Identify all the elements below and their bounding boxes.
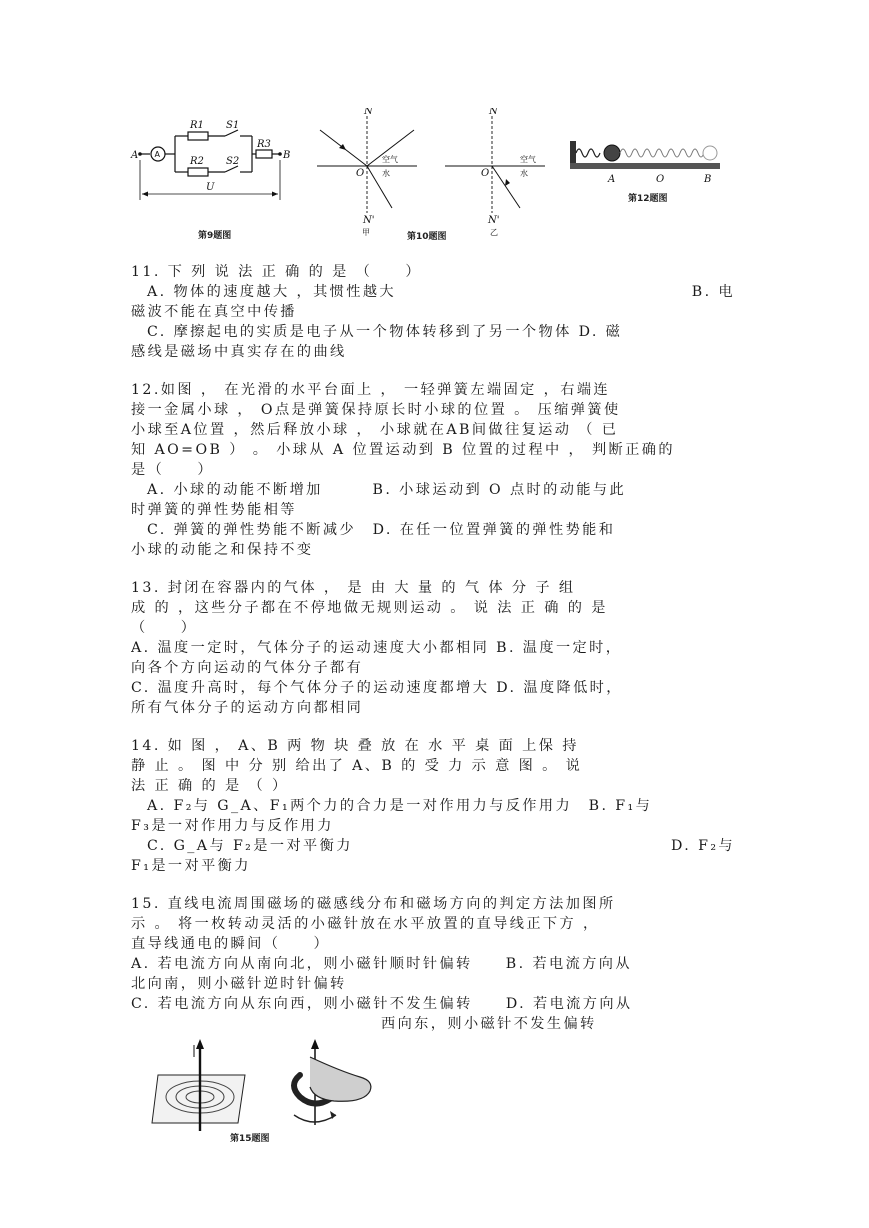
svg-text:O: O <box>356 168 365 179</box>
question-15 <box>131 894 735 1034</box>
option-c-d: C. 若电流方向从东向西，则小磁针不发生偏转 D. 若电流方向从 <box>131 996 633 1012</box>
figure-9-circuit <box>130 110 290 245</box>
figure-12-caption: 第12题图 <box>628 194 668 204</box>
option-a-b: A. 若电流方向从南向北，则小磁针顺时针偏转 B. 若电流方向从 <box>131 956 632 972</box>
option-a-b: A. F₂与 G_A、F₁两个力的合力是一对作用力与反作用力 B. F₁与 <box>147 798 653 814</box>
question-stem: 法 正 确 的 是 （ ） <box>131 778 289 794</box>
question-stem: 静 止 。 图 中 分 别 给出了 A、B 的 受 力 示 意 图 。 说 <box>131 758 583 774</box>
option-text: 西向东，则小磁针不发生偏转 <box>381 1016 597 1032</box>
option-a: A. 物体的速度越大 ，其惯性越大 <box>147 284 397 300</box>
svg-text:O: O <box>656 174 665 185</box>
option-text: 向各个方向运动的气体分子都有 <box>131 660 364 676</box>
option-c: C. G_A与 F₂是一对平衡力 <box>147 838 353 854</box>
svg-text:空气: 空气 <box>382 155 398 164</box>
question-stem: 示 。 将一枚转动灵活的小磁针放在水平放置的直导线正下方 ， <box>131 916 600 932</box>
figure-15-caption: 第15题图 <box>230 1134 270 1144</box>
svg-text:R2: R2 <box>190 156 204 167</box>
svg-text:B: B <box>283 150 290 161</box>
question-stem: 15. 直线电流周围磁场的磁感线分布和磁场方向的判定方法加图所 <box>131 896 616 912</box>
svg-text:O: O <box>481 168 490 179</box>
question-12 <box>131 380 735 560</box>
svg-text:A: A <box>154 150 160 159</box>
question-stem: 直导线通电的瞬间（ ） <box>131 936 331 952</box>
option-text: 时弹簧的弹性势能相等 <box>131 502 297 518</box>
svg-text:S2: S2 <box>226 156 240 167</box>
figure-9-caption: 第9题图 <box>198 231 232 241</box>
option-c-d: C. 弹簧的弹性势能不断减少 D. 在任一位置弹簧的弹性势能和 <box>147 522 616 538</box>
figure-10-caption: 第10题图 <box>407 232 447 242</box>
option-c-d: C. 温度升高时，每个气体分子的运动速度都增大 D. 温度降低时， <box>131 680 623 696</box>
question-stem: 接一金属小球 ， O点是弹簧保持原长时小球的位置 。 压缩弹簧使 <box>131 402 621 418</box>
question-stem: 13. 封闭在容器内的气体 ， 是 由 大 量 的 气 体 分 子 组 <box>131 580 576 596</box>
option-text: 北向南，则小磁针逆时针偏转 <box>131 976 347 992</box>
svg-text:R3: R3 <box>257 139 271 150</box>
question-stem: 14. 如 图 ， A、B 两 物 块 叠 放 在 水 平 桌 面 上保 持 <box>131 738 579 754</box>
svg-text:S1: S1 <box>226 120 240 131</box>
question-stem: 小球至A位置 ，然后释放小球 ， 小球就在AB间做往复运动 （ 已 <box>131 422 619 438</box>
option-text: 所有气体分子的运动方向都相同 <box>131 700 364 716</box>
question-13 <box>131 578 735 718</box>
svg-text:水: 水 <box>382 169 390 178</box>
question-stem: 成 的 ，这些分子都在不停地做无规则运动 。 说 法 正 确 的 是 <box>131 600 608 616</box>
svg-text:A: A <box>608 174 616 185</box>
option-text: 磁波不能在真空中传播 <box>131 304 297 320</box>
option-text: F₁是一对平衡力 <box>131 858 251 874</box>
question-stem: 知 AO=OB ） 。 小球从 A 位置运动到 B 位置的过程中 ， 判断正确的 <box>131 442 675 458</box>
figure-12-spring <box>568 135 728 210</box>
option-a-b: A. 温度一定时，气体分子的运动速度大小都相同 B. 温度一定时， <box>131 640 623 656</box>
svg-text:U: U <box>206 182 215 193</box>
svg-text:N': N' <box>363 215 375 226</box>
question-11 <box>131 262 735 362</box>
svg-text:空气: 空气 <box>520 155 536 164</box>
question-stem: 是（ ） <box>131 462 214 478</box>
question-stem: 12.如图 ， 在光滑的水平台面上 ， 一轻弹簧左端固定 ，右端连 <box>131 382 611 398</box>
figure-10-jia <box>312 108 422 238</box>
svg-text:N: N <box>489 108 498 117</box>
question-stem: （ ） <box>131 620 198 636</box>
option-text: 小球的动能之和保持不变 <box>131 542 314 558</box>
svg-text:A: A <box>131 150 139 161</box>
svg-text:R1: R1 <box>190 120 204 131</box>
figure-15-magnetic-field <box>150 1035 390 1145</box>
svg-text:N': N' <box>488 215 500 226</box>
figure-10-jia-name: 甲 <box>362 228 370 237</box>
svg-text:N: N <box>364 108 373 117</box>
option-text: 感线是磁场中真实存在的曲线 <box>131 344 347 360</box>
option-b: B. 电 <box>691 284 735 300</box>
option-text: F₃是一对作用力与反作用力 <box>131 818 334 834</box>
question-stem: 11. 下 列 说 法 正 确 的 是 （ ） <box>131 264 423 280</box>
option-c-d: C. 摩擦起电的实质是电子从一个物体转移到了另一个物体 D. 磁 <box>147 324 623 340</box>
figure-10-yi <box>440 108 550 238</box>
question-14 <box>131 736 735 876</box>
option-a-b: A. 小球的动能不断增加 B. 小球运动到 O 点时的动能与此 <box>147 482 627 498</box>
svg-text:B: B <box>704 174 712 185</box>
figure-10-yi-name: 乙 <box>490 228 498 237</box>
option-d: D. F₂与 <box>670 838 735 854</box>
svg-text:水: 水 <box>520 169 528 178</box>
